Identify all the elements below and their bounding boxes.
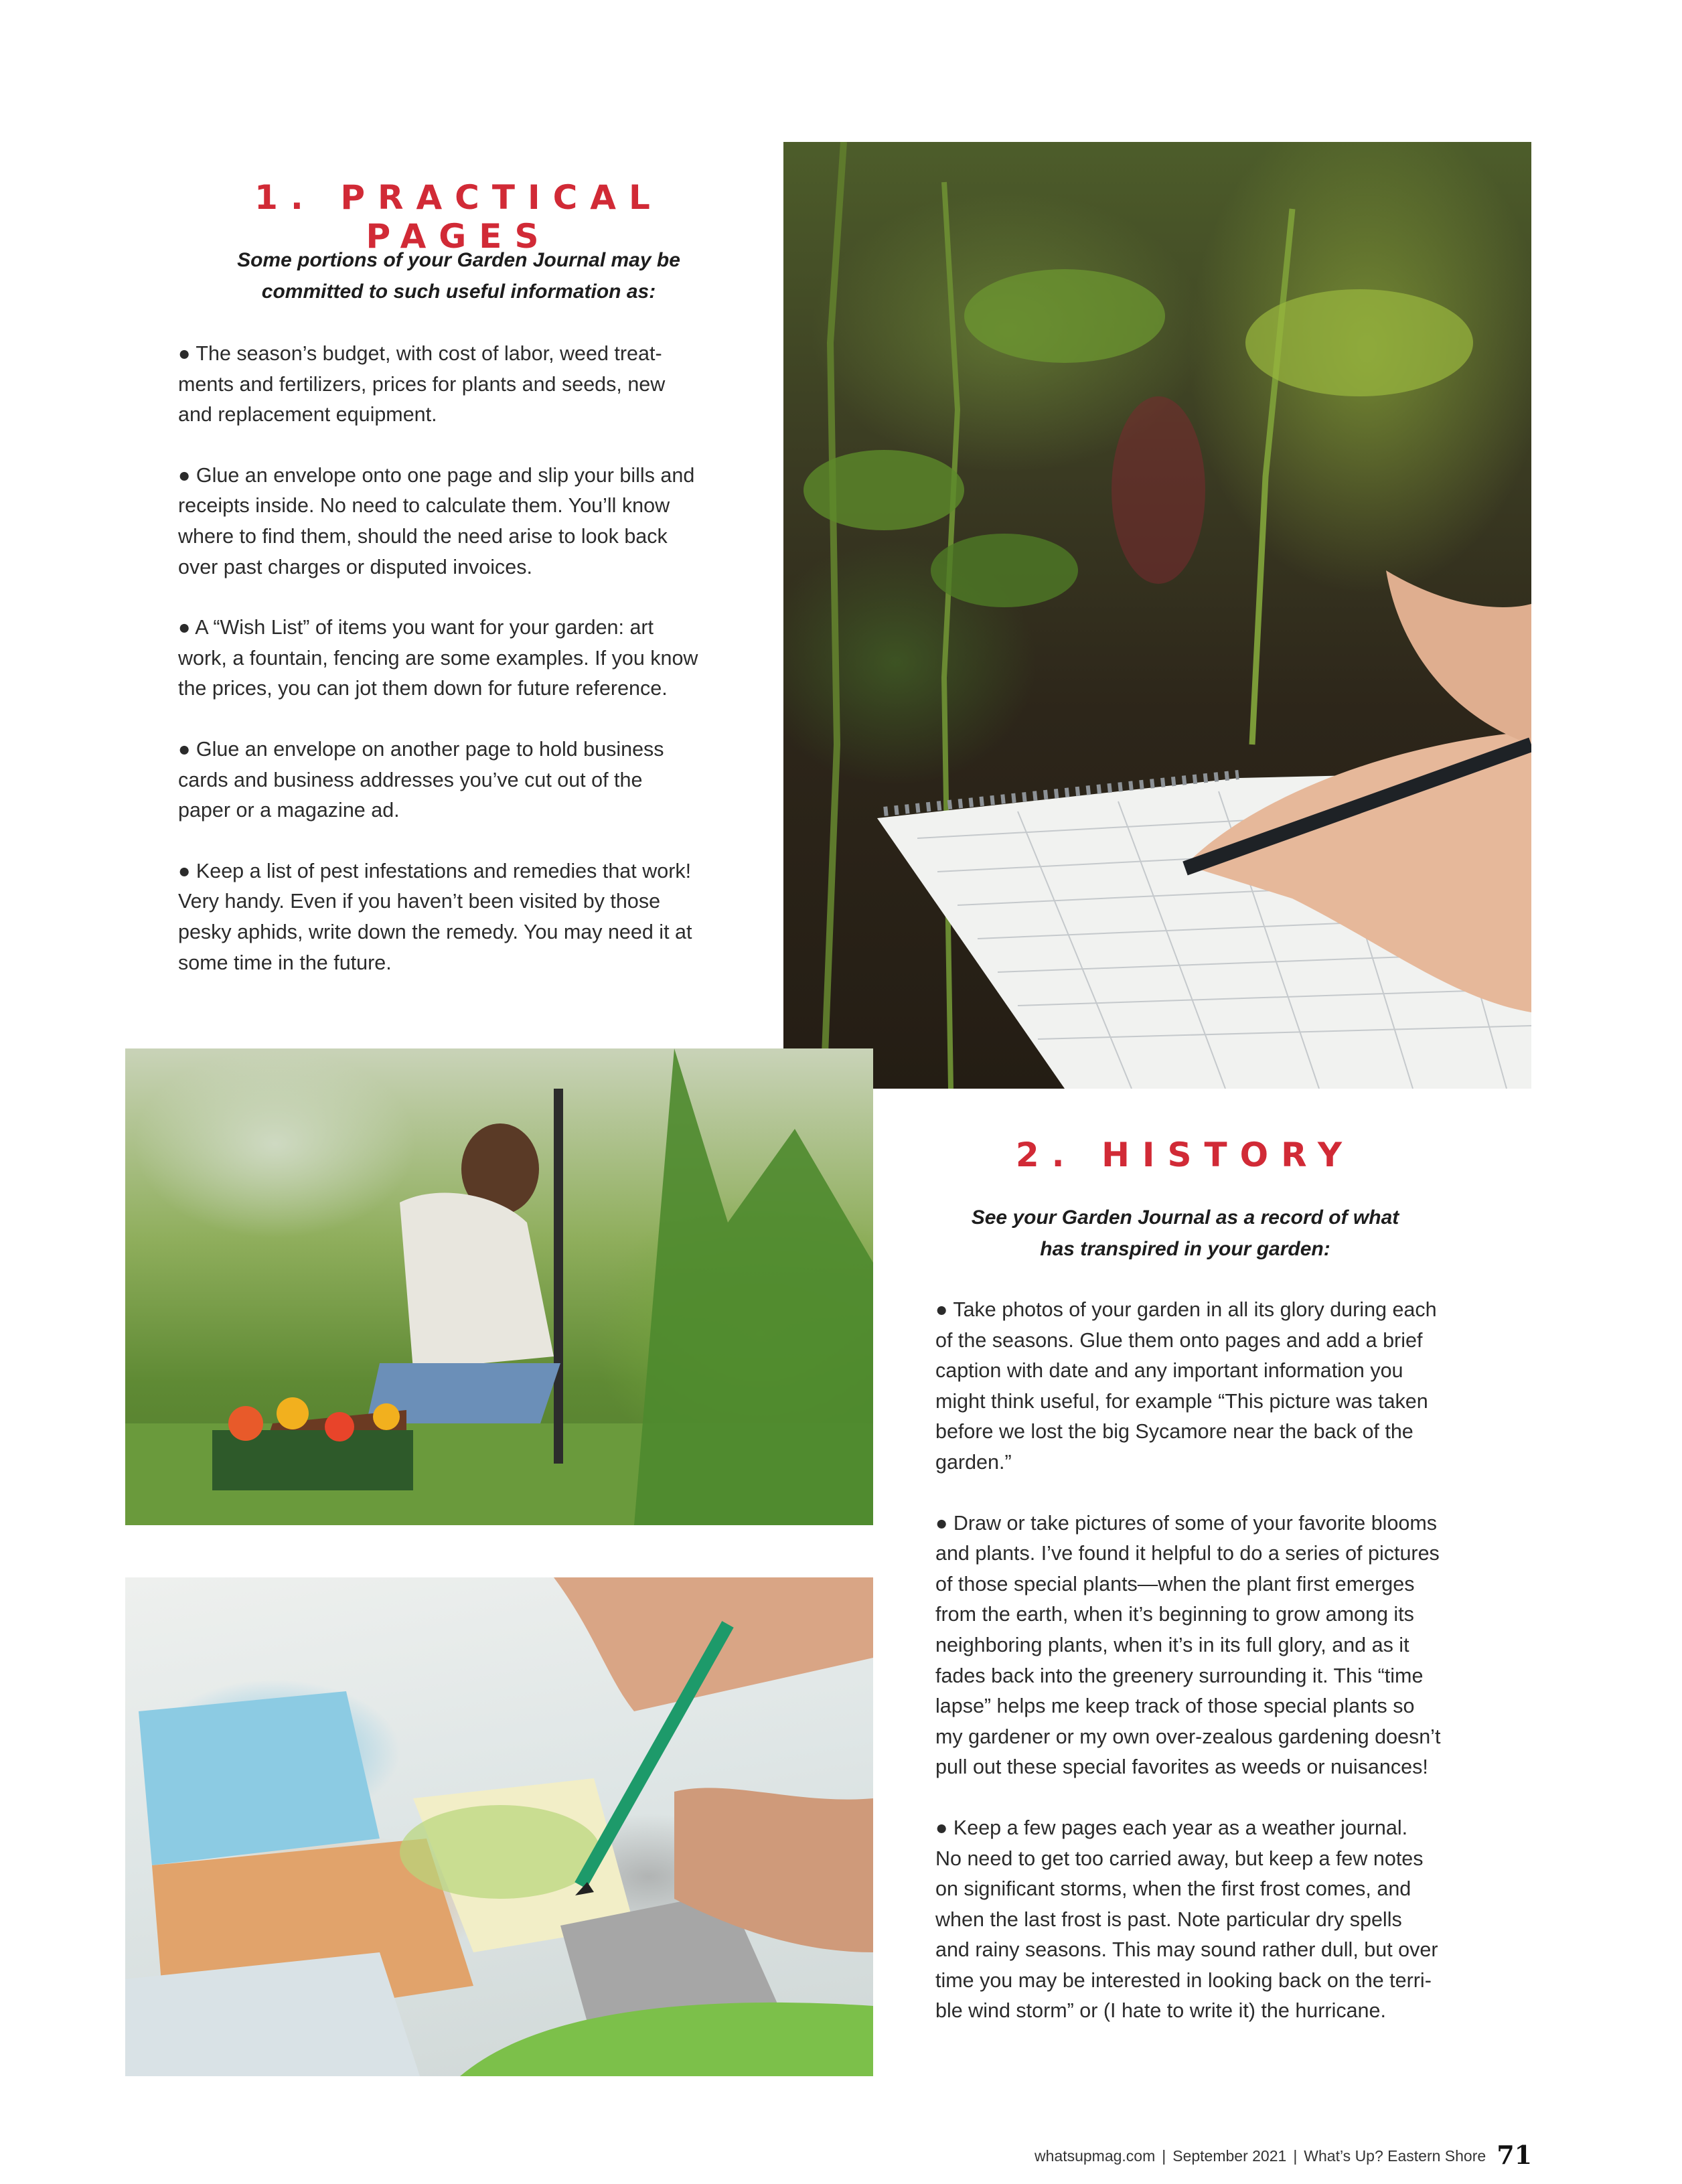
text-line: cards and business addresses you’ve cut out of the [178, 768, 643, 791]
text-line: ● Glue an envelope on another page to hold business [178, 737, 664, 761]
intro-line: See your Garden Journal as a record of what [971, 1206, 1399, 1229]
text-line: ● Take photos of your garden in all its glory during each [935, 1298, 1437, 1321]
text-line: might think useful, for example “This picture was taken [935, 1389, 1428, 1413]
gardener-illustration [125, 1048, 873, 1525]
list-item [935, 1295, 1525, 1478]
text-line: over past charges or disputed invoices. [178, 555, 532, 578]
section-heading-history: 2. HISTORY [1015, 1136, 1355, 1174]
text-line: and plants. I’ve found it helpful to do a series of pictures [935, 1542, 1440, 1565]
text-line: pesky aphids, write down the remedy. You may need it at [178, 920, 692, 943]
text-line: of those special plants—when the plant first emerges [935, 1572, 1415, 1595]
history-list [935, 1295, 1525, 2057]
text-line: ble wind storm” or (I hate to write it) the hurricane. [935, 1999, 1386, 2023]
footer-site: whatsupmag.com [1035, 2147, 1156, 2165]
text-line: when the last frost is past. Note particular dry spells [935, 1907, 1402, 1931]
text-line: and rainy seasons. This may sound rather dull, but over [935, 1938, 1438, 1962]
text-line: before we lost the big Sycamore near the back of the [935, 1420, 1413, 1444]
man-gardening-photo [125, 1048, 873, 1525]
text-line: neighboring plants, when it’s in its full glory, and as it [935, 1633, 1409, 1656]
text-line: ● Glue an envelope onto one page and slip your bills and [178, 463, 695, 487]
text-line: ● The season’s budget, with cost of labor, weed treat- [178, 342, 662, 365]
text-line: some time in the future. [178, 951, 392, 974]
text-line: No need to get too carried away, but keep a few notes [935, 1847, 1424, 1870]
page-number: 71 [1497, 2140, 1533, 2170]
text-line: ● Keep a few pages each year as a weather journal. [935, 1816, 1408, 1839]
text-line: receipts inside. No need to calculate them. You’ll know [178, 494, 670, 518]
list-item [178, 613, 754, 704]
text-line: pull out these special favorites as weeds or nuisances! [935, 1756, 1428, 1779]
list-item [178, 734, 754, 826]
intro-line: has transpired in your garden: [1040, 1238, 1330, 1260]
text-line: ments and fertilizers, prices for plants and seeds, new [178, 372, 666, 396]
section-intro-practical-pages [174, 244, 743, 307]
text-line: Very handy. Even if you haven’t been visited by those [178, 890, 661, 913]
page-footer [1035, 2140, 1532, 2170]
text-line: where to find them, should the need arise to look back [178, 524, 668, 548]
text-line: work, a fountain, fencing are some examples. If you know [178, 646, 698, 670]
list-item [178, 856, 754, 978]
landscape-plan-photo [125, 1577, 873, 2076]
text-line: time you may be interested in looking back on the terri- [935, 1968, 1432, 1992]
text-line: of the seasons. Glue them onto pages and add a brief [935, 1328, 1423, 1352]
text-line: ● Draw or take pictures of some of your favorite blooms [935, 1511, 1438, 1535]
text-line: caption with date and any important information you [935, 1359, 1403, 1383]
footer-separator: | [1293, 2147, 1298, 2165]
section-intro-history [917, 1202, 1453, 1265]
text-line: paper or a magazine ad. [178, 799, 400, 822]
text-line: on significant storms, when the first frost comes, and [935, 1877, 1411, 1901]
list-item [935, 1508, 1525, 1783]
text-line: fades back into the greenery surrounding it. This “time [935, 1664, 1424, 1687]
text-line: ● A “Wish List” of items you want for your garden: art [178, 616, 654, 639]
list-item [935, 1813, 1525, 2027]
text-line: garden.” [935, 1450, 1012, 1474]
footer-separator: | [1162, 2147, 1166, 2165]
footer-issue: September 2021 [1172, 2147, 1287, 2165]
notebook-illustration [783, 142, 1531, 1089]
footer-publication: What’s Up? Eastern Shore [1304, 2147, 1486, 2165]
garden-notebook-photo [783, 142, 1531, 1089]
text-line: my gardener or my own over-zealous gardening doesn’t [935, 1725, 1441, 1748]
practical-pages-list [178, 339, 754, 1008]
list-item [178, 461, 754, 582]
list-item [178, 339, 754, 431]
text-line: lapse” helps me keep track of those special plants so [935, 1695, 1415, 1718]
plan-illustration [125, 1577, 873, 2076]
intro-line: committed to such useful information as: [261, 281, 656, 303]
text-line: from the earth, when it’s beginning to grow among its [935, 1603, 1414, 1626]
section-heading-practical-pages: 1. PRACTICAL PAGES [254, 178, 663, 256]
text-line: ● Keep a list of pest infestations and remedies that work! [178, 859, 692, 882]
intro-line: Some portions of your Garden Journal may be [237, 249, 680, 271]
text-line: the prices, you can jot them down for future reference. [178, 677, 668, 700]
text-line: and replacement equipment. [178, 403, 437, 426]
